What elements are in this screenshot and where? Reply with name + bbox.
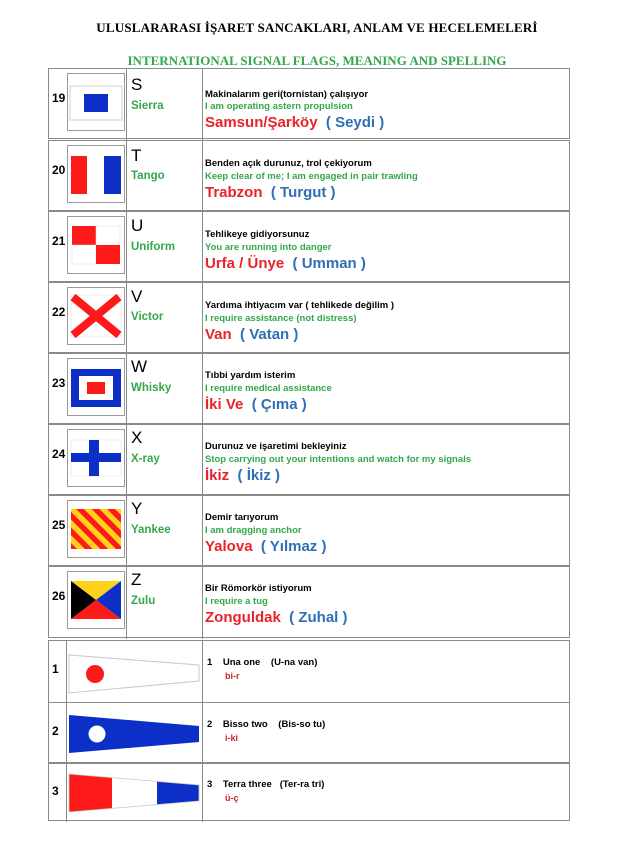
spelling-name: ( Turgut ) [270, 184, 336, 201]
table-row [48, 68, 570, 139]
spelling-tr: İkiz [205, 467, 230, 484]
table-row [48, 640, 570, 703]
spelling-tr: Zonguldak [205, 609, 281, 626]
meaning-tr: Bir Römorkör istiyorum [205, 583, 312, 594]
spelling-name: ( Yılmaz ) [260, 538, 327, 555]
meaning-en: I require a tug [205, 596, 268, 607]
flag-letter: V [131, 287, 143, 306]
spelling-name: ( Umman ) [292, 255, 366, 272]
xray-flag-icon [67, 429, 125, 487]
pennant-num-label: 2 [207, 719, 213, 730]
spelling-name: ( İkiz ) [237, 467, 281, 484]
meaning-tr: Demir tarıyorum [205, 512, 279, 523]
pennant-number: 3 [52, 784, 59, 798]
pennant-word: Terra three [222, 779, 272, 790]
spelling [205, 114, 384, 131]
meaning-en: I am operating astern propulsion [205, 101, 353, 112]
meaning-tr: Benden açık durunuz, trol çekiyorum [205, 158, 372, 169]
table-row [48, 282, 570, 353]
flag-letter: X [131, 428, 143, 447]
table-row [48, 211, 570, 282]
spelling-name: ( Vatan ) [240, 326, 299, 343]
flag-number: 22 [52, 305, 66, 319]
table-row [48, 424, 570, 495]
flag-number: 24 [52, 447, 66, 461]
pennant-pronunciation: (Bis-so tu) [278, 719, 326, 730]
table-row [48, 702, 570, 763]
spelling-name: ( Seydi ) [325, 114, 385, 131]
spelling-tr: İki Ve [205, 396, 244, 413]
flag-number: 25 [52, 518, 66, 532]
flag-word: Whisky [131, 382, 172, 394]
flag-number: 20 [52, 163, 66, 177]
pennant-num-label: 3 [207, 779, 213, 790]
pennant-num-label: 1 [207, 657, 213, 668]
flag-word: Sierra [131, 100, 164, 112]
flag-letter: Y [131, 499, 143, 518]
meaning-tr: Yardıma ihtiyacım var ( tehlikede değilim ) [205, 300, 395, 311]
pennant-two-icon [67, 709, 202, 759]
pennant-word: Una one [222, 657, 261, 668]
table-row [48, 495, 570, 566]
pennant-number: 2 [52, 724, 59, 738]
victor-flag-icon [67, 287, 125, 345]
meaning-en: You are running into danger [205, 242, 332, 253]
whisky-flag-icon [67, 358, 125, 416]
table-row [48, 140, 570, 211]
uniform-flag-icon [67, 216, 125, 274]
flag-letter: T [131, 146, 142, 165]
flag-word: Tango [131, 170, 165, 182]
meaning-en: Stop carrying out your intentions and watch for my signals [205, 454, 472, 465]
page-title-en: INTERNATIONAL SIGNAL FLAGS, MEANING AND SPELLING [127, 53, 507, 68]
flag-word: Zulu [131, 595, 156, 607]
pennant-one-icon [67, 647, 202, 699]
pennant-name [207, 719, 325, 730]
spelling-tr: Samsun/Şarköy [205, 114, 318, 131]
spelling [205, 326, 298, 343]
meaning-en: I am dragging anchor [205, 525, 302, 536]
flag-word: Victor [131, 311, 164, 323]
flag-letter: S [131, 75, 143, 94]
table-row [48, 566, 570, 638]
yankee-flag-icon [67, 500, 125, 558]
pennant-name [207, 779, 324, 790]
page-title-tr: ULUSLARARASI İŞARET SANCAKLARI, ANLAM VE HECELEMELERİ [96, 20, 538, 35]
spelling-name: ( Zuhal ) [289, 609, 348, 626]
spelling [205, 184, 336, 201]
meaning-tr: Tıbbi yardım isterim [205, 370, 296, 381]
spelling-name: ( Çıma ) [251, 396, 307, 413]
meaning-en: I require medical assistance [205, 383, 332, 394]
spelling [205, 609, 348, 626]
flag-letter: W [131, 357, 148, 376]
zulu-flag-icon [67, 571, 125, 629]
pennant-spelling: i-ki [225, 733, 239, 743]
tango-flag-icon [67, 145, 125, 203]
flag-number: 21 [52, 234, 66, 248]
flag-letter: Z [131, 570, 142, 589]
meaning-en: Keep clear of me; I am engaged in pair trawling [205, 171, 418, 182]
pennant-pronunciation: (U-na van) [270, 657, 318, 668]
flag-word: Yankee [131, 524, 171, 536]
table-row [48, 353, 570, 424]
spelling [205, 255, 366, 272]
table-row [48, 763, 570, 821]
flag-letter: U [131, 216, 144, 235]
spelling [205, 396, 307, 413]
spelling-tr: Yalova [205, 538, 253, 555]
flag-word: X-ray [131, 453, 160, 465]
meaning-tr: Makinalarım geri(tornistan) çalışıyor [205, 89, 369, 100]
pennant-pronunciation: (Ter-ra tri) [279, 779, 325, 790]
pennant-spelling: bi-r [225, 671, 240, 681]
pennant-word: Bisso two [222, 719, 268, 730]
spelling [205, 538, 326, 555]
meaning-tr: Tehlikeye gidiyorsunuz [205, 229, 310, 240]
spelling [205, 467, 280, 484]
spelling-tr: Urfa / Ünye [205, 255, 285, 272]
pennant-spelling: ü-ç [225, 793, 239, 803]
meaning-en: I require assistance (not distress) [205, 313, 357, 324]
flag-number: 26 [52, 589, 66, 603]
flag-word: Uniform [131, 241, 176, 253]
meaning-tr: Durunuz ve işaretimi bekleyiniz [205, 441, 347, 452]
spelling-tr: Van [205, 326, 232, 343]
spelling-tr: Trabzon [205, 184, 263, 201]
flag-number: 19 [52, 91, 66, 105]
pennant-three-icon [67, 768, 202, 818]
sierra-flag-icon [67, 73, 125, 131]
pennant-number: 1 [52, 662, 59, 676]
pennant-name [207, 657, 317, 668]
flag-number: 23 [52, 376, 66, 390]
